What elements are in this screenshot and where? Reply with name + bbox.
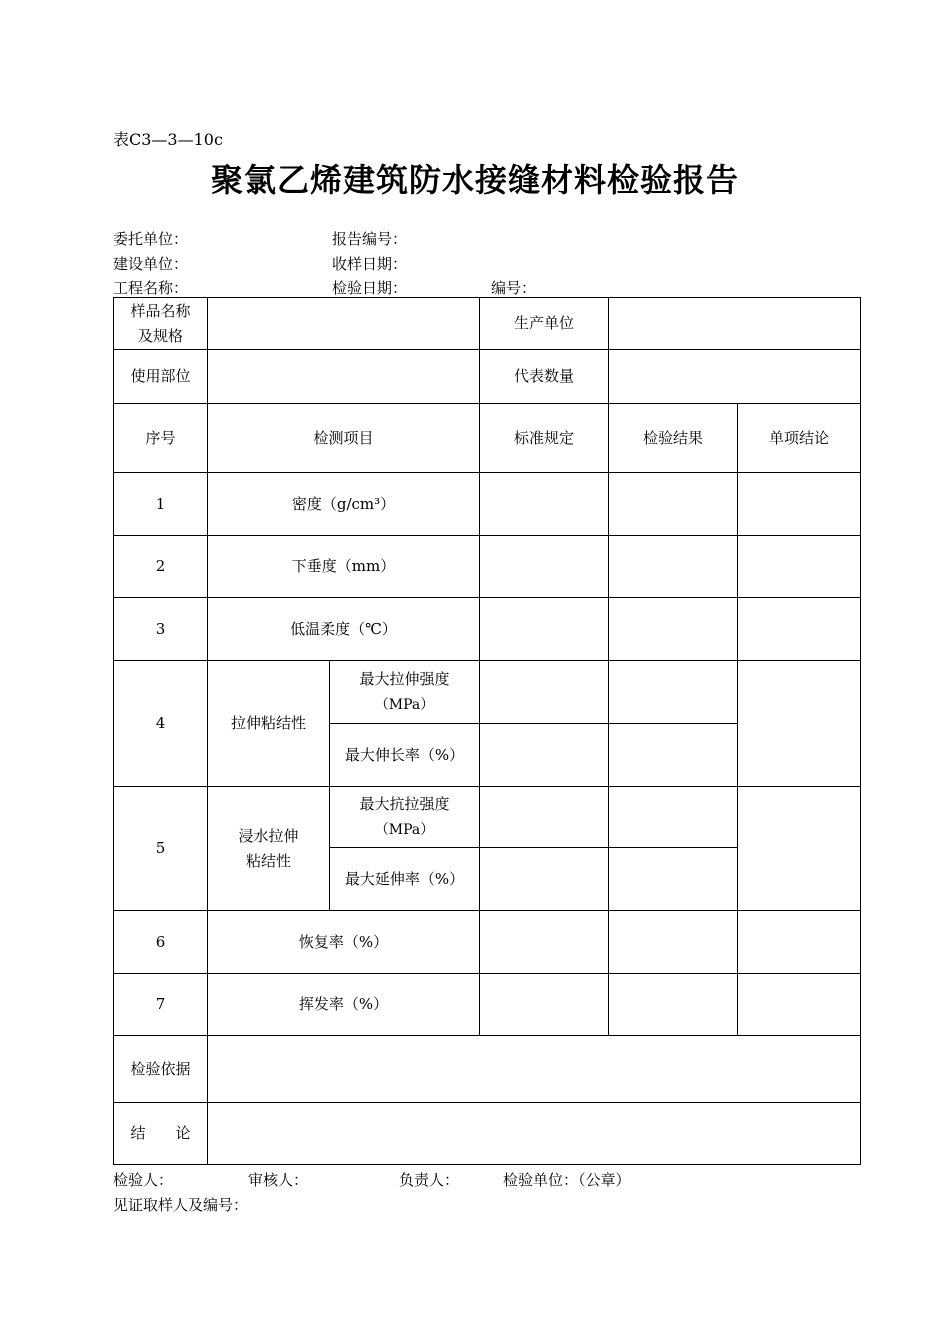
row-subitem: 最大延伸率（%）: [330, 848, 480, 911]
client-label: 委托单位：: [113, 230, 189, 248]
standard-cell[interactable]: [480, 598, 609, 661]
header-conclusion: 单项结论: [738, 404, 861, 473]
table-row: [114, 536, 861, 598]
report-no-label: 报告编号：: [332, 230, 408, 248]
conclusion-cell[interactable]: [738, 911, 861, 974]
basis-label: 检验依据: [114, 1036, 208, 1103]
row-seq: 1: [114, 473, 208, 536]
quantity-label: 代表数量: [480, 350, 609, 404]
row-seq: 2: [114, 536, 208, 598]
row-item: 恢复率（%）: [208, 911, 480, 974]
result-cell[interactable]: [609, 598, 738, 661]
manufacturer-value[interactable]: [609, 298, 861, 350]
result-cell[interactable]: [609, 724, 738, 787]
row-subitem: 最大拉伸强度 （MPa）: [330, 661, 480, 724]
table-row: [114, 661, 861, 724]
project-label: 工程名称：: [113, 279, 189, 297]
test-date-label: 检验日期：: [332, 279, 408, 297]
conclusion-cell[interactable]: [738, 661, 861, 787]
row-item: 密度（g/cm³）: [208, 473, 480, 536]
conclusion-cell[interactable]: [738, 536, 861, 598]
header-item: 检测项目: [208, 404, 480, 473]
standard-cell[interactable]: [480, 536, 609, 598]
inspector-label: 检验人：: [113, 1171, 174, 1189]
conclusion-cell[interactable]: [738, 598, 861, 661]
result-cell[interactable]: [609, 787, 738, 848]
quantity-value[interactable]: [609, 350, 861, 404]
conclusion-label: 结 论: [114, 1103, 208, 1165]
table-row: [114, 598, 861, 661]
reviewer-label: 审核人：: [248, 1171, 309, 1189]
standard-cell[interactable]: [480, 848, 609, 911]
builder-label: 建设单位：: [113, 255, 189, 273]
responsible-label: 负责人：: [399, 1171, 460, 1189]
result-cell[interactable]: [609, 536, 738, 598]
table-row: [114, 911, 861, 974]
basis-value[interactable]: [208, 1036, 861, 1103]
header-standard: 标准规定: [480, 404, 609, 473]
header-seq: 序号: [114, 404, 208, 473]
row-group: 拉伸粘结性: [208, 661, 330, 787]
receive-date-label: 收样日期：: [332, 255, 408, 273]
page-title: 聚氯乙烯建筑防水接缝材料检验报告: [210, 161, 739, 199]
table-row: [114, 473, 861, 536]
inspection-unit-label: 检验单位：（公章）: [503, 1171, 631, 1189]
sample-name-value[interactable]: [208, 298, 480, 350]
row-seq: 7: [114, 974, 208, 1036]
row-seq: 3: [114, 598, 208, 661]
row-seq: 5: [114, 787, 208, 911]
manufacturer-label: 生产单位: [480, 298, 609, 350]
standard-cell[interactable]: [480, 911, 609, 974]
row-item: 低温柔度（℃）: [208, 598, 480, 661]
result-cell[interactable]: [609, 848, 738, 911]
conclusion-value[interactable]: [208, 1103, 861, 1165]
standard-cell[interactable]: [480, 473, 609, 536]
conclusion-cell[interactable]: [738, 787, 861, 911]
result-cell[interactable]: [609, 974, 738, 1036]
row-item: 挥发率（%）: [208, 974, 480, 1036]
standard-cell[interactable]: [480, 974, 609, 1036]
header-result: 检验结果: [609, 404, 738, 473]
usage-label: 使用部位: [114, 350, 208, 404]
row-seq: 6: [114, 911, 208, 974]
row-item: 下垂度（mm）: [208, 536, 480, 598]
table-row: [114, 974, 861, 1036]
result-cell[interactable]: [609, 911, 738, 974]
report-table: [113, 297, 861, 1165]
row-subitem: 最大抗拉强度 （MPa）: [330, 787, 480, 848]
row-group: 浸水拉伸 粘结性: [208, 787, 330, 911]
standard-cell[interactable]: [480, 787, 609, 848]
conclusion-cell[interactable]: [738, 473, 861, 536]
sample-name-label: 样品名称 及规格: [114, 298, 208, 350]
serial-label: 编号：: [491, 279, 537, 297]
conclusion-cell[interactable]: [738, 974, 861, 1036]
form-code: 表C3—3—10c: [113, 130, 223, 149]
row-seq: 4: [114, 661, 208, 787]
standard-cell[interactable]: [480, 724, 609, 787]
table-row: [114, 787, 861, 848]
standard-cell[interactable]: [480, 661, 609, 724]
row-subitem: 最大伸长率（%）: [330, 724, 480, 787]
result-cell[interactable]: [609, 473, 738, 536]
result-cell[interactable]: [609, 661, 738, 724]
usage-value[interactable]: [208, 350, 480, 404]
witness-label: 见证取样人及编号：: [113, 1196, 249, 1214]
